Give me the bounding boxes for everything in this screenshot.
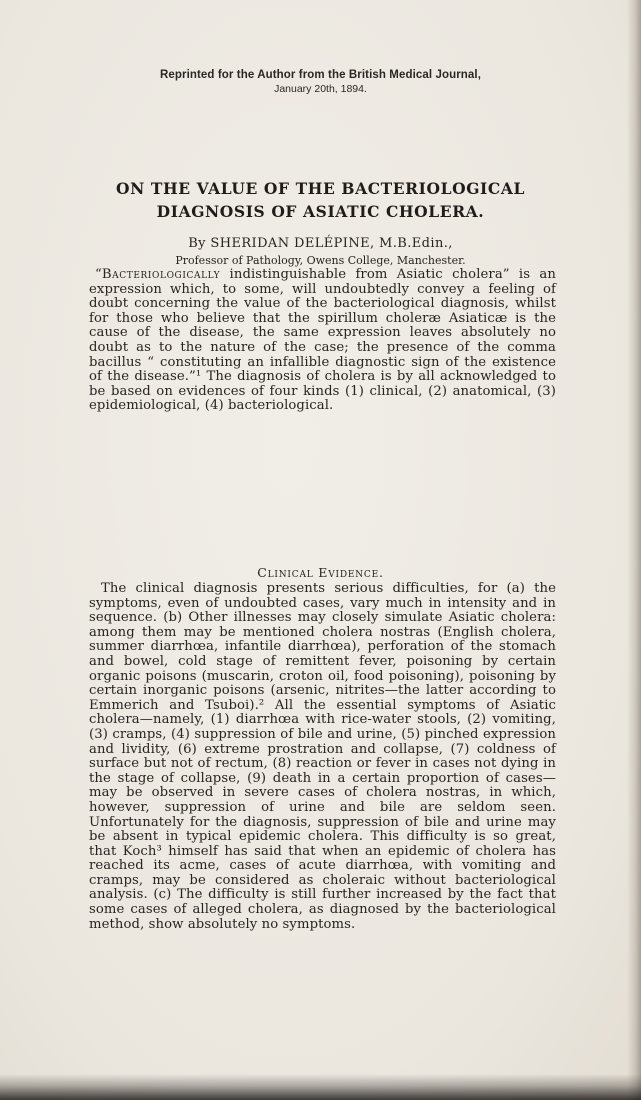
- author-affiliation: Professor of Pathology, Owens College, Manchester.: [175, 254, 466, 267]
- page-edge-shadow: [627, 0, 641, 1100]
- clinical-paragraph: The clinical diagnosis presents serious difficulties, for (a) the symptoms, even of undoubted cases, vary much in intensity and in sequence. (b) Other illnesses may closely simulate Asiatic cholera: among them may be mentioned cholera nostras (English cholera, summer diarrhœa, infantile diarrhœa), perforation of the stomach and bowel, cold stage of remittent fever, poisoning by certain organic poisons (muscarin, croton oil, food poisoning), poisoning by certain inorganic poisons (arsenic, nitrites—the latter according to Emmerich and Tsuboi).² All the essential symptoms of Asiatic cholera—namely, (1) diarrhœa with rice-water stools, (2) vomiting, (3) cramps, (4) suppression of bile and urine, (5) pinched expression and lividity, (6) extreme prostration and collapse, (7) coldness of surface but not of rectum, (8) reaction or fever in cases not dying in the stage of collapse, (9) death in a certain proportion of cases—may be observed in severe cases of cholera nostras, in which, however, suppression of urine and bile are seldom seen. Unfortunately for the diagnosis, suppression of bile and urine may be absent in typical epidemic cholera. This difficulty is so great, that Koch³ himself has said that when an epidemic of cholera has reached its acme, cases of acute diarrhœa, with vomiting and cramps, may be considered as choleraic without bacteriological analysis. (c) The difficulty is still further increased by the fact that some cases of alleged cholera, as diagnosed by the bacteriological method, show absolutely no symptoms.: [89, 581, 556, 932]
- reprint-date: January 20th, 1894.: [274, 83, 367, 95]
- title-line-2: DIAGNOSIS OF ASIATIC CHOLERA.: [156, 202, 485, 221]
- reprint-notice: [0, 68, 641, 96]
- reprint-line: Reprinted for the Author from the British Medical Journal,: [159, 69, 481, 81]
- title-line-1: ON THE VALUE OF THE BACTERIOLOGICAL: [116, 179, 525, 198]
- intro-lead-word: Bacteriologically: [101, 267, 221, 282]
- page-bottom-shadow: [0, 1074, 641, 1100]
- article-title: [0, 177, 641, 223]
- author-byline: By SHERIDAN DELÉPINE, M.B.Edin.,: [188, 236, 453, 251]
- section-heading: Clinical Evidence.: [257, 565, 384, 580]
- intro-paragraph: “Bacteriologically indistinguishable from Asiatic cholera” is an expression which, to some, will undoubtedly convey a feeling of doubt concerning the value of the bacteriological diagnosis, whilst for those who believe that the spirillum choleræ Asiaticæ is the cause of the disease, the same expression leaves absolutely no doubt as to the nature of the case; the presence of the comma bacillus “ constituting an infallible diagnostic sign of the existence of the disease.”¹ The diagnosis of cholera is by all acknowledged to be based on evidences of four kinds (1) clinical, (2) anatomical, (3) epidemiological, (4) bacteriological.: [89, 267, 556, 414]
- intro-text: indistinguishable from Asiatic cholera” is an expression which, to some, will undoubtedly convey a feeling of doubt concerning the value of the bacteriological diagnosis, whilst for those who believe that the spirillum choleræ Asiaticæ is the cause of the disease, the same expression leaves absolutely no doubt as to the nature of the case; the presence of the comma bacillus “ constituting an infallible diagnostic sign of the existence of the disease.”¹ The diagnosis of cholera is by all acknowledged to be based on evidences of four kinds (1) clinical, (2) anatomical, (3) epidemiological, (4) bacteriological.: [89, 267, 556, 414]
